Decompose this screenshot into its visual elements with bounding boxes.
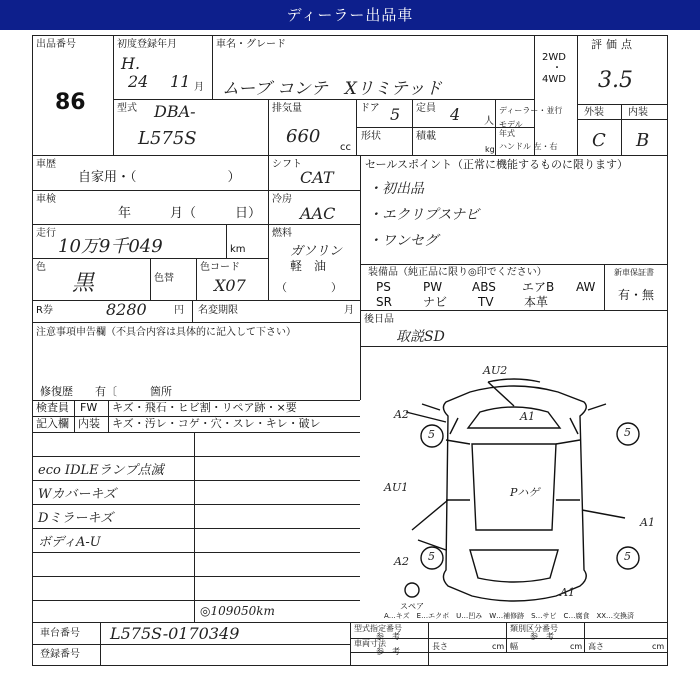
- interior-label: 内装: [628, 107, 648, 118]
- shift-value: CAT: [300, 168, 334, 187]
- size-width: 幅: [510, 642, 518, 651]
- doors-value: 5: [390, 105, 401, 124]
- recycle-value: 8280: [106, 300, 147, 319]
- expiry-unit: 月: [344, 305, 354, 316]
- drive-4wd: 4WD: [542, 74, 566, 85]
- aftermarket-value: 取説SD: [396, 329, 445, 345]
- diag-label-5-rl: 5: [428, 550, 435, 563]
- header-title: ディーラー出品車: [286, 6, 414, 24]
- sales-point-2: ・エクリプスナビ: [368, 207, 480, 223]
- dealer-handle: ハンドル 左・右: [499, 142, 558, 151]
- inspector-label-1: 検査員: [36, 401, 69, 414]
- lot-label: 出品番号: [36, 39, 76, 50]
- diag-spare-label: スペア: [400, 602, 424, 611]
- equip-abs: ABS: [472, 280, 496, 294]
- diag-label-a1-hood: A1: [520, 410, 535, 423]
- diag-label-5-rr: 5: [624, 550, 631, 563]
- shift-label: シフト: [272, 159, 302, 170]
- inspection-label: 車検: [36, 194, 56, 205]
- class-number-label: 類別区分番号: [510, 624, 558, 633]
- grade-score-value: 3.5: [598, 68, 633, 93]
- model-value: L575S: [138, 128, 197, 149]
- diag-label-a2-rear: A2: [394, 555, 409, 568]
- remark-1: eco IDLEランプ点滅: [38, 463, 164, 478]
- warranty-value: 有・無: [618, 288, 655, 302]
- registration-era: H.: [121, 54, 141, 73]
- chassis-label: 車台番号: [40, 628, 80, 639]
- mileage-unit: km: [230, 244, 246, 255]
- ac-label: 冷房: [272, 194, 292, 205]
- color-value: 黒: [72, 271, 95, 296]
- size-height: 高さ: [588, 642, 604, 651]
- class-number-ref: 参 考: [530, 632, 554, 641]
- chassis-value: L575S-0170349: [110, 624, 240, 643]
- registration-year: 24: [128, 72, 149, 91]
- interior-value: B: [636, 130, 650, 151]
- capacity-value: 4: [450, 105, 461, 124]
- sales-point-3: ・ワンセグ: [368, 233, 438, 249]
- equip-aw: AW: [576, 280, 596, 294]
- repair-history: 修復歴 有〔 箇所: [40, 385, 172, 398]
- fuel-label: 燃料: [272, 228, 292, 239]
- equip-navi: ナビ: [423, 295, 448, 309]
- diag-label-5-fr: 5: [624, 426, 631, 439]
- dealer-model-year: モデル 年式: [499, 120, 523, 138]
- color-code-value: X07: [214, 276, 246, 295]
- odometer-note: ◎109050km: [200, 604, 275, 618]
- aftermarket-label: 後日品: [364, 314, 394, 325]
- color-code-label: 色コード: [200, 262, 240, 273]
- size-length-unit: cm: [492, 642, 505, 651]
- ac-value: AAC: [300, 204, 336, 223]
- history-value: 自家用・（ ）: [78, 170, 241, 185]
- capacity-label: 定員: [416, 103, 436, 114]
- fuel-diesel: 軽 油: [290, 259, 327, 273]
- inspection-value: 年 月（ 日）: [118, 206, 262, 221]
- history-label: 車歴: [36, 159, 56, 170]
- warranty-label: 新車保証書: [614, 268, 654, 277]
- equip-ps: PS: [376, 280, 391, 294]
- displacement-value: 660: [286, 126, 321, 147]
- diag-label-a1-side: A1: [640, 516, 655, 529]
- diag-label-5-fl: 5: [428, 428, 435, 441]
- notes-label: 注意事項申告欄（不具合内容は具体的に記入して下さい）: [36, 327, 296, 338]
- inspector-line-2: キズ・汚レ・コゲ・穴・スレ・キレ・破レ: [112, 417, 321, 430]
- sales-points-label: セールスポイント（正常に機能するものに限ります）: [365, 158, 629, 171]
- diag-label-au1: AU1: [384, 481, 409, 494]
- size-length: 長さ: [432, 642, 448, 651]
- recycle-label: R券: [36, 305, 53, 316]
- dealer-label: ディーラー・並行: [499, 106, 563, 115]
- inspector-line-1: キズ・飛石・ヒビ割・リペア跡・×要: [112, 401, 297, 414]
- diag-label-a1-rear: A1: [560, 586, 575, 599]
- lot-number: 86: [55, 90, 86, 115]
- model-label: 型式: [117, 103, 137, 114]
- mileage-value: 10万9千049: [58, 236, 163, 257]
- size-width-unit: cm: [570, 642, 583, 651]
- inspector-interior: 内装: [78, 417, 100, 430]
- registration-label: 初度登録年月: [117, 39, 177, 50]
- drive-sep: ・: [552, 63, 562, 74]
- diag-label-p-hage: Pハゲ: [510, 486, 540, 499]
- load-unit: kg: [485, 145, 495, 154]
- capacity-unit: 人: [484, 116, 494, 127]
- type-number-label: 型式指定番号: [354, 624, 402, 633]
- equipment-label: 装備品（純正品に限り◎印でください）: [368, 267, 547, 278]
- remark-2: Wカバーキズ: [38, 487, 117, 502]
- remark-4: ボディA-U: [38, 535, 101, 550]
- size-height-unit: cm: [652, 642, 665, 651]
- car-name-value: ムーブ コンテ Xリミテッド: [222, 79, 442, 99]
- size-ref: 参 考: [376, 647, 400, 656]
- displacement-label: 排気量: [272, 103, 302, 114]
- equip-pw: PW: [423, 280, 443, 294]
- equip-tv: TV: [478, 295, 494, 309]
- diag-label-a2-front: A2: [394, 408, 409, 421]
- inspector-label-2: 記入欄: [36, 417, 69, 430]
- type-number-ref: 参 考: [376, 632, 400, 641]
- exterior-value: C: [592, 130, 606, 151]
- equip-sr: SR: [376, 295, 392, 309]
- inspector-fw: FW: [80, 401, 98, 414]
- load-label: 積載: [416, 131, 436, 142]
- registration-month: 11: [170, 72, 191, 91]
- mileage-label: 走行: [36, 228, 56, 239]
- car-diagram: [0, 30, 700, 700]
- grade-score-label: 評価点: [591, 38, 636, 51]
- doors-label: ドア: [360, 103, 380, 114]
- shape-label: 形状: [361, 131, 381, 142]
- equip-leather: 本革: [524, 295, 549, 309]
- exterior-label: 外装: [584, 107, 604, 118]
- size-label: 車両寸法: [354, 639, 386, 648]
- expiry-label: 名変期限: [198, 305, 238, 316]
- reg-number-label: 登録番号: [40, 649, 80, 660]
- fuel-gas: ガソリン: [290, 244, 343, 259]
- auction-sheet: [0, 30, 700, 700]
- registration-month-unit: 月: [194, 82, 204, 93]
- diagram-legend: A…キズ E…エクボ U…凹み W…補修跡 S…サビ C…腐食 XX…交換済: [384, 612, 635, 620]
- equip-airbag: エアB: [522, 280, 555, 294]
- model-prefix: DBA-: [154, 102, 196, 121]
- header-banner: [0, 0, 700, 30]
- fuel-other: （ ）: [276, 281, 342, 294]
- drive-2wd: 2WD: [542, 52, 566, 63]
- color-label: 色: [36, 262, 46, 273]
- color-change-label: 色替: [154, 273, 174, 284]
- remark-3: Dミラーキズ: [38, 511, 114, 526]
- displacement-unit: cc: [340, 142, 351, 153]
- car-name-label: 車名・グレード: [216, 39, 286, 50]
- sales-point-1: ・初出品: [368, 181, 424, 197]
- diag-label-au2: AU2: [483, 364, 508, 377]
- recycle-unit: 円: [174, 305, 184, 316]
